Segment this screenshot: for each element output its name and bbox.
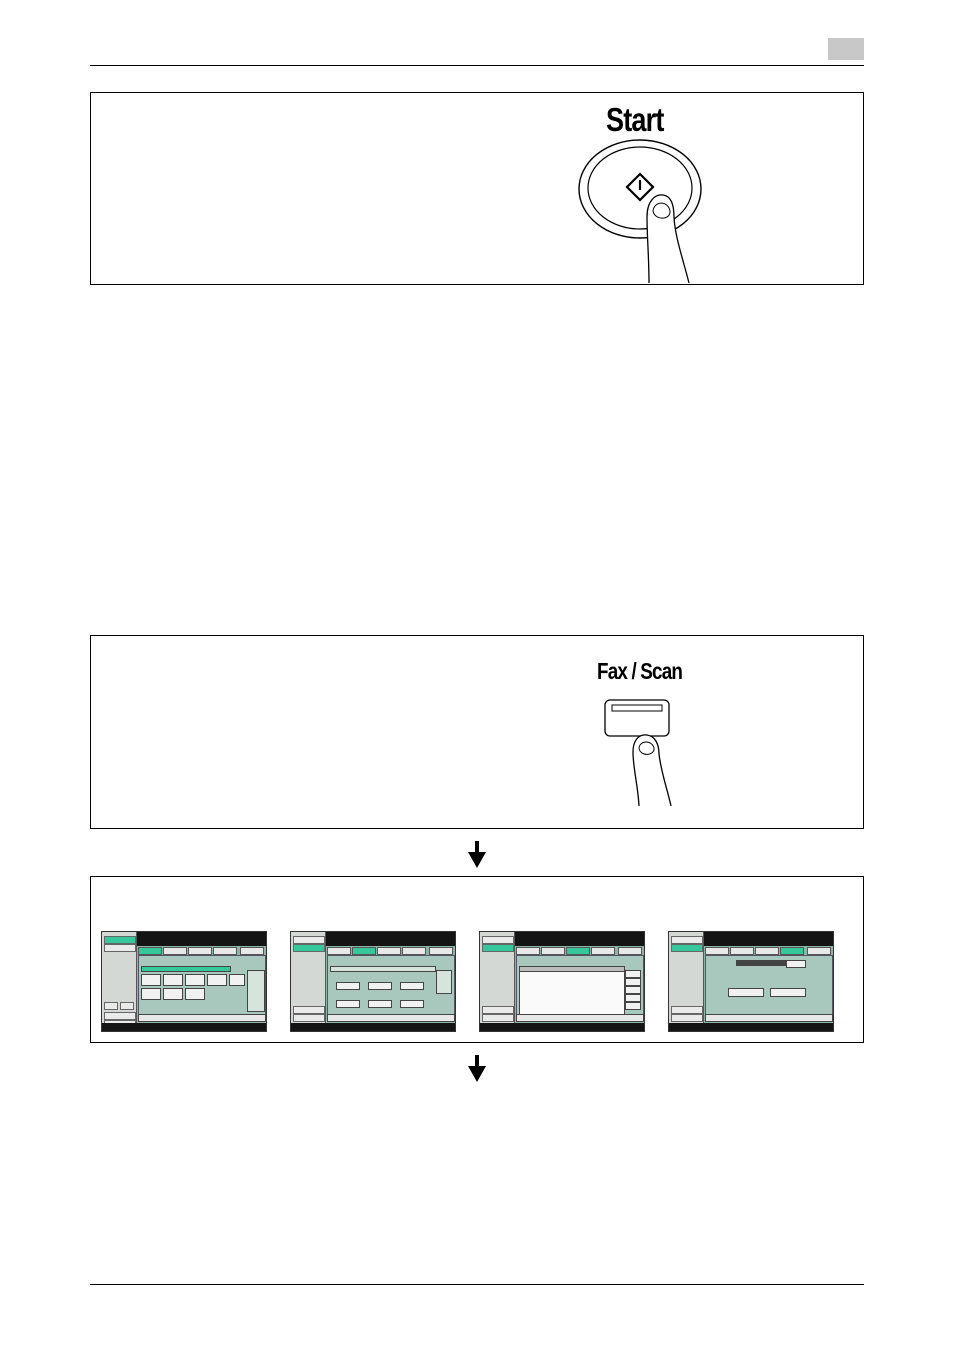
arrow-down-icon [468,841,486,868]
start-key-figure [90,92,864,285]
header-rule [90,65,864,66]
address-search-screen [668,931,834,1032]
start-button-illustration [571,137,711,283]
direct-input-screen [290,931,456,1032]
footer-rule [90,1284,864,1285]
job-history-screen [479,931,645,1032]
fax-scan-key-figure [90,635,864,829]
address-book-screen [101,931,267,1032]
arrow-down-icon [468,1055,486,1082]
start-key-label: Start [606,101,664,138]
hand-press-icon [633,735,671,806]
page-number-tab [828,38,864,60]
fax-scan-button-illustration [601,696,691,806]
fax-scan-key-label: Fax / Scan [597,658,683,684]
